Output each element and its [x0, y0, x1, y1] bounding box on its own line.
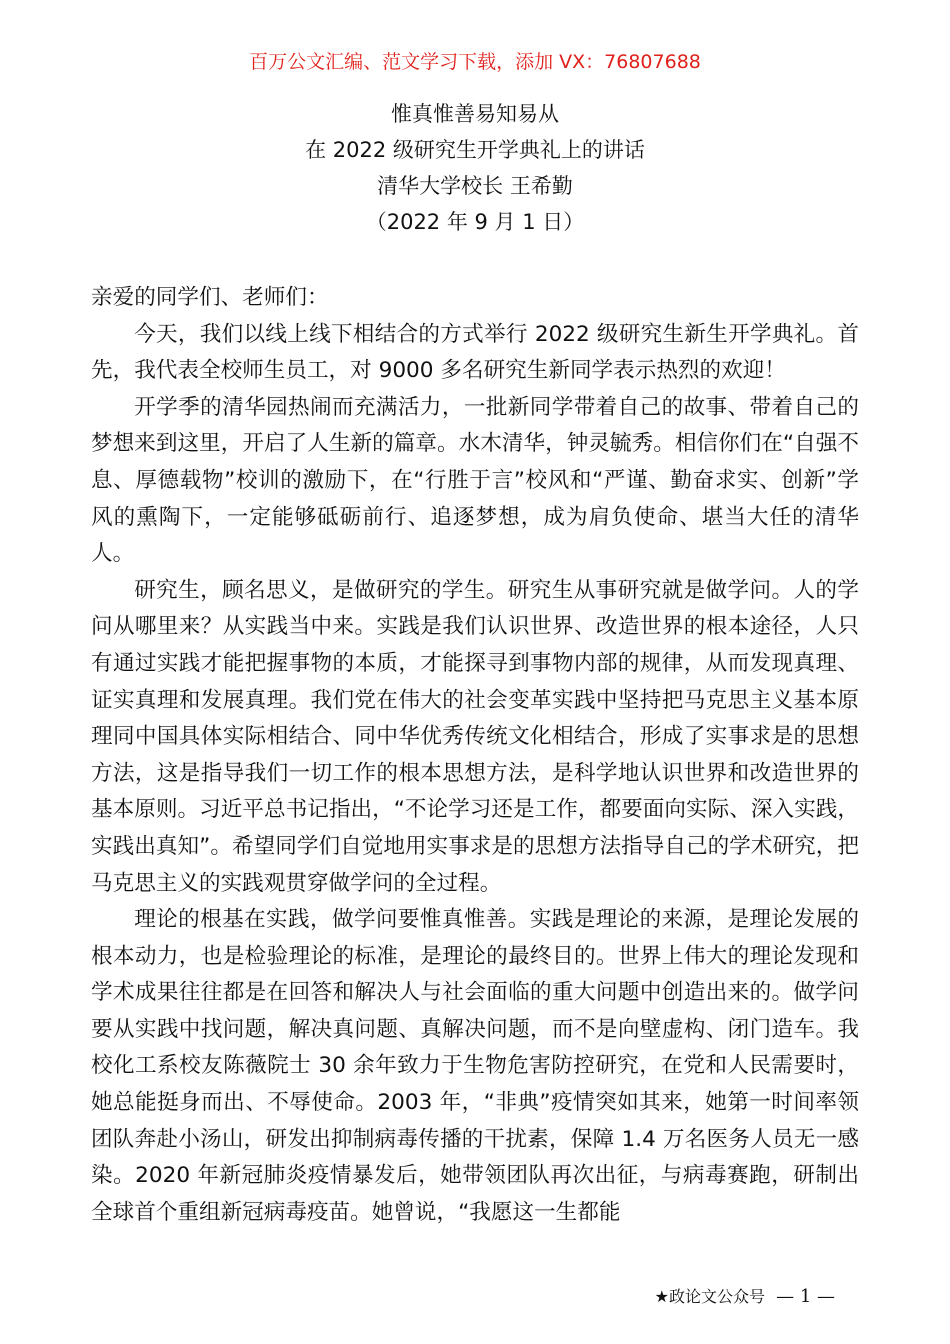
page-number: — 1 —: [776, 1286, 835, 1307]
salutation: 亲爱的同学们、老师们：: [91, 285, 329, 310]
paragraph-2: 开学季的清华园热闹而充满活力，一批新同学带着自己的故事、带着自己的梦想来到这里，开启了人生新的篇章。水木清华，钟灵毓秀。相信你们在“自强不息、厚德载物”校训的激励下，在“行胜于言”校风和“严谨、勤奋求实、创新”学风的熏陶下，一定能够砥砺前行、追逐梦想，成为肩负使命、堪当大任的清华人。: [91, 394, 859, 567]
page-footer: [655, 1284, 835, 1307]
paragraph-4: 理论的根基在实践，做学问要惟真惟善。实践是理论的来源，是理论发展的根本动力，也是检验理论的标准，是理论的最终目的。世界上伟大的理论发现和学术成果往往都是在回答和解决人与社会面临的重大问题中创造出来的。做学问要从实践中找问题，解决真问题、真解决问题，而不是向壁虚构、闭门造车。我校化工系校友陈薇院士 30 余年致力于生物危害防控研究，在党和人民需要时，她总能挺身而出、不辱使命。2003 年，“非典”疫情突如其来，她第一时间率领团队奔赴小汤山，研发出抑制病毒传播的干扰素，保障 1.4 万名医务人员无一感染。2020 年新冠肺炎疫情暴发后，她带领团队再次出征，与病毒赛跑，研制出全球首个重组新冠病毒疫苗。她曾说，“我愿这一生都能: [91, 907, 859, 1225]
speaker: 清华大学校长 王希勤: [377, 174, 573, 198]
title-block: [0, 96, 950, 240]
body-text: [91, 280, 859, 1231]
speech-date: （2022 年 9 月 1 日）: [365, 210, 585, 234]
header-note: 百万公文汇编、范文学习下载，添加 VX：76807688: [249, 51, 701, 73]
paragraph-1: 今天，我们以线上线下相结合的方式举行 2022 级研究生新生开学典礼。首先，我代表全校师生员工，对 9000 多名研究生新同学表示热烈的欢迎！: [91, 321, 859, 384]
main-title: 惟真惟善易知易从: [391, 102, 559, 126]
footer-source: ★政论文公众号: [654, 1287, 765, 1306]
paragraph-3: 研究生，顾名思义，是做研究的学生。研究生从事研究就是做学问。人的学问从哪里来？从实践当中来。实践是我们认识世界、改造世界的根本途径，人只有通过实践才能把握事物的本质，才能探寻到事物内部的规律，从而发现真理、证实真理和发展真理。我们党在伟大的社会变革实践中坚持把马克思主义基本原理同中国具体实际相结合、同中华优秀传统文化相结合，形成了实事求是的思想方法，这是指导我们一切工作的根本思想方法，是科学地认识世界和改造世界的基本原则。习近平总书记指出，“不论学习还是工作，都要面向实际、深入实践，实践出真知”。希望同学们自觉地用实事求是的思想方法指导自己的学术研究，把马克思主义的实践观贯穿做学问的全过程。: [91, 577, 859, 896]
subtitle: 在 2022 级研究生开学典礼上的讲话: [305, 138, 645, 162]
